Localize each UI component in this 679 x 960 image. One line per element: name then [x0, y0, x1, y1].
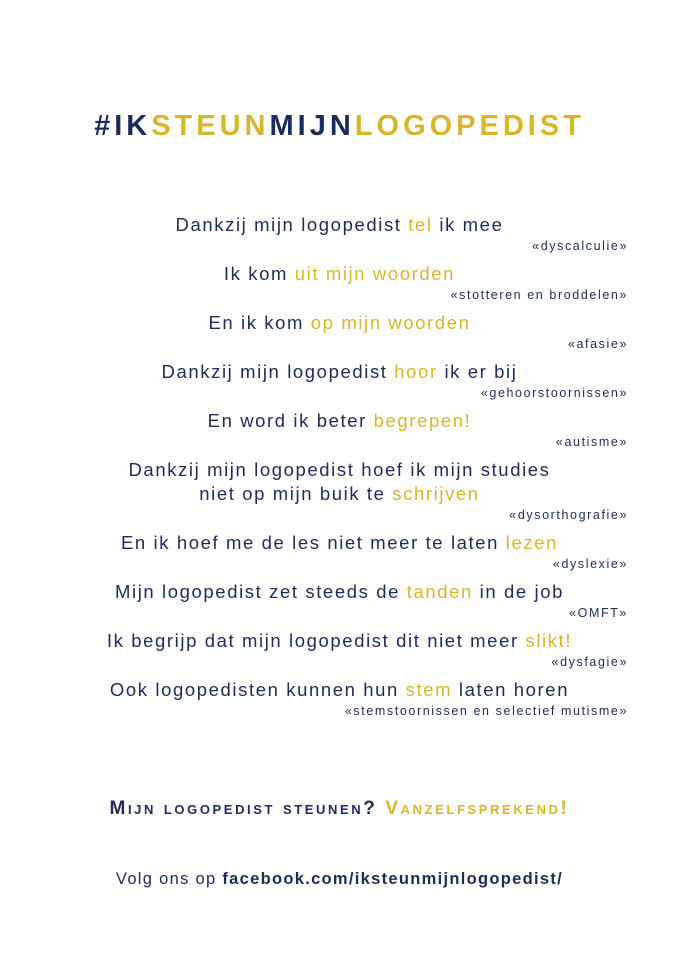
hashtag-part-steun: STEUN [151, 110, 270, 142]
line-text: En word ik beter [207, 410, 374, 431]
tagline-answer: Vanzelfsprekend! [385, 798, 570, 819]
stanza [0, 262, 679, 304]
line-highlight: slikt! [525, 630, 573, 651]
disorder-tag: «gehoorstoornissen» [480, 386, 628, 400]
stanza [0, 311, 679, 353]
follow-us-line [0, 870, 679, 889]
stanza [0, 213, 679, 255]
poem-line [0, 629, 679, 653]
stanza [0, 409, 679, 451]
tagline-question: Mijn logopedist steunen? [109, 798, 378, 819]
disorder-tag: «dyslexie» [552, 557, 628, 571]
disorder-tag: «stotteren en broddelen» [450, 288, 628, 302]
poem-line [0, 213, 679, 237]
line-highlight: tanden [406, 581, 473, 602]
line-highlight: tel [408, 214, 433, 235]
line-highlight: schrijven [392, 483, 480, 504]
poem-line [0, 482, 679, 506]
hashtag-part-logopedist: LOGOPEDIST [354, 110, 585, 142]
poem-line [0, 311, 679, 335]
stanza [0, 360, 679, 402]
follow-prefix: Volg ons op [115, 870, 223, 888]
line-text: Ik kom [223, 263, 295, 284]
line-text: Mijn logopedist zet steeds de [114, 581, 407, 602]
poem-line [0, 580, 679, 604]
campaign-hashtag [0, 110, 679, 143]
line-highlight: op mijn woorden [310, 312, 471, 333]
hashtag-part-ik: IK [114, 110, 152, 142]
hashtag-part-mijn: MIJN [269, 110, 355, 142]
poem-line [0, 678, 679, 702]
poem [0, 213, 679, 727]
line-text: Ik begrijp dat mijn logopedist dit niet meer [106, 630, 526, 651]
poem-line [0, 360, 679, 384]
line-text: Dankzij mijn logopedist [161, 361, 395, 382]
line-text: ik mee [432, 214, 504, 235]
disorder-tag: «dysfagie» [551, 655, 628, 669]
poem-line [0, 262, 679, 286]
disorder-tag: «dyscalculie» [532, 239, 628, 253]
poem-line [0, 409, 679, 433]
disorder-tag: «OMFT» [569, 606, 628, 620]
line-highlight: stem [405, 679, 453, 700]
disorder-tag: «dysorthografie» [509, 508, 628, 522]
disorder-tag: «afasie» [567, 337, 628, 351]
line-text: En ik kom [208, 312, 311, 333]
disorder-tag: «stemstoornissen en selectief mutisme» [344, 704, 628, 718]
facebook-link[interactable]: facebook.com/iksteunmijnlogopedist/ [222, 870, 564, 888]
line-text: niet op mijn buik te [199, 483, 393, 504]
stanza [0, 678, 679, 720]
line-text: in de job [472, 581, 564, 602]
hashtag-symbol: # [94, 110, 115, 142]
poem-line [0, 531, 679, 555]
line-highlight: lezen [505, 532, 559, 553]
line-highlight: begrepen! [373, 410, 472, 431]
campaign-tagline [0, 798, 679, 820]
stanza [0, 531, 679, 573]
line-text: Dankzij mijn logopedist [175, 214, 409, 235]
line-highlight: uit mijn woorden [294, 263, 456, 284]
stanza [0, 629, 679, 671]
line-text: Ook logopedisten kunnen hun [109, 679, 406, 700]
line-text: laten horen [452, 679, 570, 700]
line-highlight: hoor [394, 361, 438, 382]
line-text: En ik hoef me de les niet meer te laten [120, 532, 506, 553]
line-text: ik er bij [437, 361, 518, 382]
line-text: Dankzij mijn logopedist hoef ik mijn studies [128, 459, 551, 480]
stanza [0, 580, 679, 622]
stanza [0, 458, 679, 524]
poem-line [0, 458, 679, 482]
disorder-tag: «autisme» [555, 435, 628, 449]
